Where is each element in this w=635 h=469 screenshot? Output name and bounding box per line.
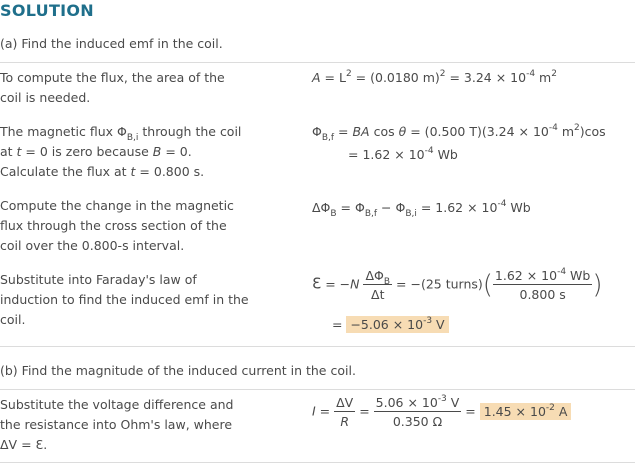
part-a-prompt: (a) Find the induced emf in the coil. xyxy=(0,36,223,51)
step-4-text: Substitute into Faraday's law of induction to find the induced emf in the coil. xyxy=(0,272,249,327)
step-3-text: Compute the change in the magnetic flux through the cross section of the coil over the 0.800-s interval. xyxy=(0,198,234,253)
divider xyxy=(0,462,635,463)
step-1-text: To compute the flux, the area of the coil is needed. xyxy=(0,70,225,105)
divider xyxy=(0,346,635,347)
emf-answer-highlight: $-5.06 \times 10^{-3}$ V xyxy=(346,316,448,333)
emf-result: = $-5.06 \times 10^{-3}$ V xyxy=(332,315,449,335)
flux-change-equation: $\Delta\Phi_B = \Phi_{B,f} - \Phi_{B,i} = 1.62 \times 10^{-4}$ Wb xyxy=(312,199,531,219)
flux-equation: $\Phi_{B,f}$ = BA cos θ = (0.500 $T)(3.24 \times 10^{-4}$ $m^2)\cos$ xyxy=(312,123,606,143)
area-equation: $A = L^2 = (0.0180$ $m)^2 = 3.24 \times 10^{-4}$ $m^2$ xyxy=(312,69,557,85)
divider xyxy=(0,62,635,63)
faraday-equation: Ɛ = −N $\frac{\Delta\Phi_B}{\Delta t}$ = −(25 turns)( $\frac{1.62 \times 10^{-4} Wb}{0.800 s}$ ) xyxy=(312,267,603,302)
step-2-text: The magnetic flux $\Phi_{B,i}$ through the coil at t = 0 is zero because B = 0. Calculate the flux at t = 0.800 s. xyxy=(0,124,242,179)
flux-result: = $1.62 \times 10^{-4}$ Wb xyxy=(348,146,458,162)
ohm-equation: I = $\frac{\Delta V}{R}$ = $\frac{5.06 \times 10^{-3} V}{0.350 \Omega}$ = $1.45 \times 10^{-2}$ A xyxy=(312,395,571,429)
solution-heading: SOLUTION xyxy=(0,1,95,20)
step-5-text: Substitute the voltage difference and the resistance into Ohm's law, where ΔV = Ɛ. xyxy=(0,397,234,452)
ohm-value-fraction: $\frac{5.06 \times 10^{-3} V}{0.350 \Omega}$ xyxy=(375,394,460,429)
part-b-prompt: (b) Find the magnitude of the induced current in the coil. xyxy=(0,363,356,378)
emf-value-fraction: $\frac{1.62 \times 10^{-4} Wb}{0.800 s}$ xyxy=(494,267,591,302)
emf-fraction: $\frac{\Delta\Phi_B}{\Delta t}$ xyxy=(365,268,391,302)
current-answer-highlight: $1.45 \times 10^{-2}$ A xyxy=(480,403,572,420)
ohm-fraction: $\frac{\Delta V}{R}$ xyxy=(336,395,354,429)
divider xyxy=(0,389,635,390)
